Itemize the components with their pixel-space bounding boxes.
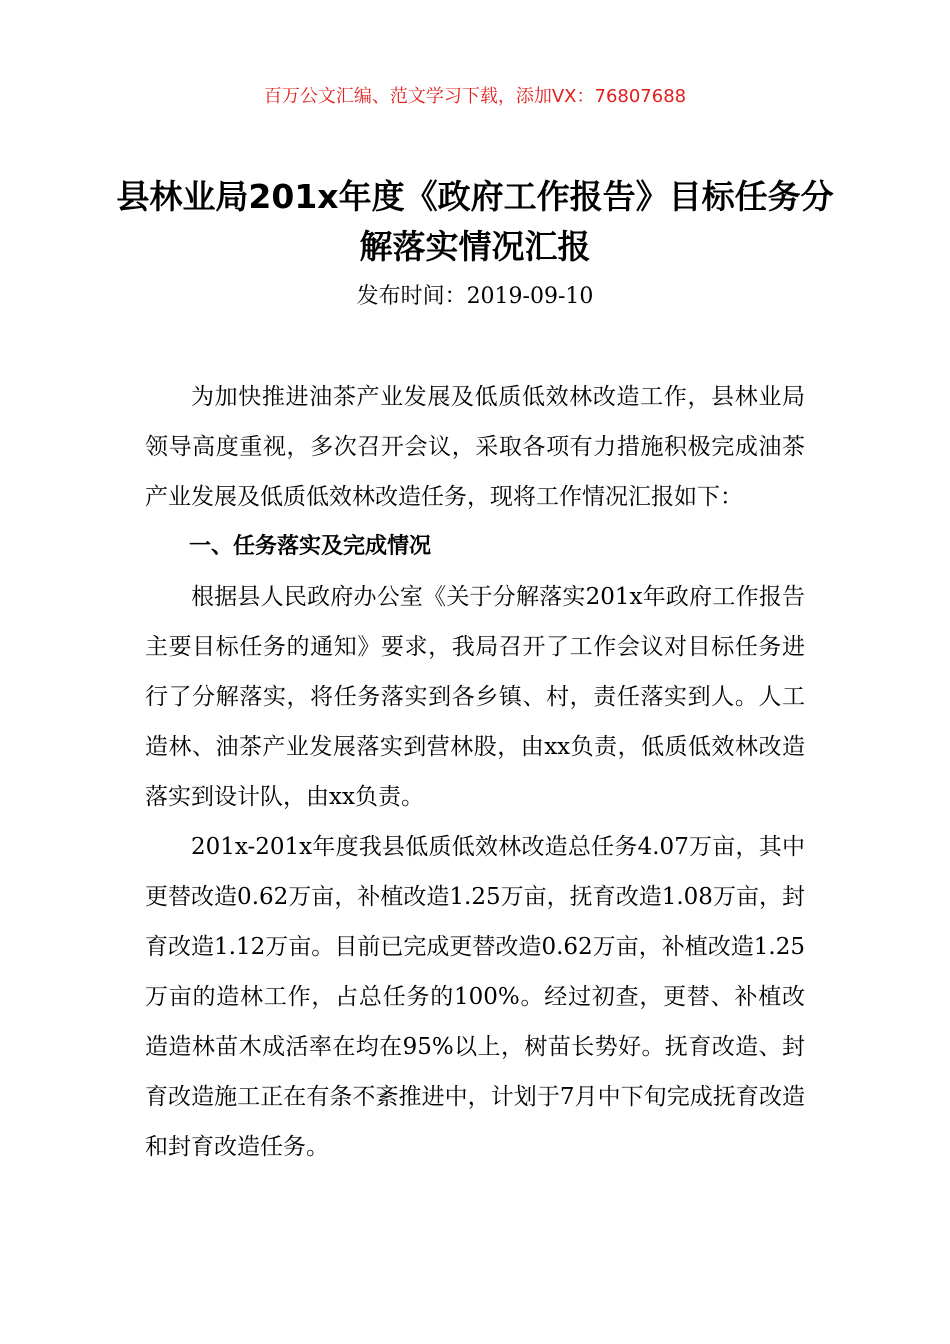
body-paragraph: 根据县人民政府办公室《关于分解落实201x年政府工作报告主要目标任务的通知》要求，我局召开了工作会议对目标任务进行了分解落实，将任务落实到各乡镇、村，责任落实到人。人工造林、油茶产业发展落实到营林股，由xx负责，低质低效林改造落实到设计队，由xx负责。 — [145, 584, 805, 810]
section-heading: 一、任务落实及完成情况 — [189, 534, 432, 559]
document-body — [145, 372, 805, 1172]
promo-banner: 百万公文汇编、范文学习下载，添加VX：76807688 — [263, 86, 687, 107]
publish-date: 发布时间：2019-09-10 — [356, 284, 594, 309]
document-title: 县林业局201x年度《政府工作报告》目标任务分解落实情况汇报 — [116, 177, 834, 266]
intro-paragraph: 为加快推进油茶产业发展及低质低效林改造工作，县林业局领导高度重视，多次召开会议，采取各项有力措施积极完成油茶产业发展及低质低效林改造任务，现将工作情况汇报如下： — [145, 384, 805, 510]
body-paragraph: 201x-201x年度我县低质低效林改造总任务4.07万亩，其中更替改造0.62万亩，补植改造1.25万亩，抚育改造1.08万亩，封育改造1.12万亩。目前已完成更替改造0.62万亩，补植改造1.25万亩的造林工作，占总任务的100%。经过初查，更替、补植改造造林苗木成活率在均在95%以上，树苗长势好。抚育改造、封育改造施工正在有条不紊推进中，计划于7月中下旬完成抚育改造和封育改造任务。 — [145, 834, 805, 1160]
